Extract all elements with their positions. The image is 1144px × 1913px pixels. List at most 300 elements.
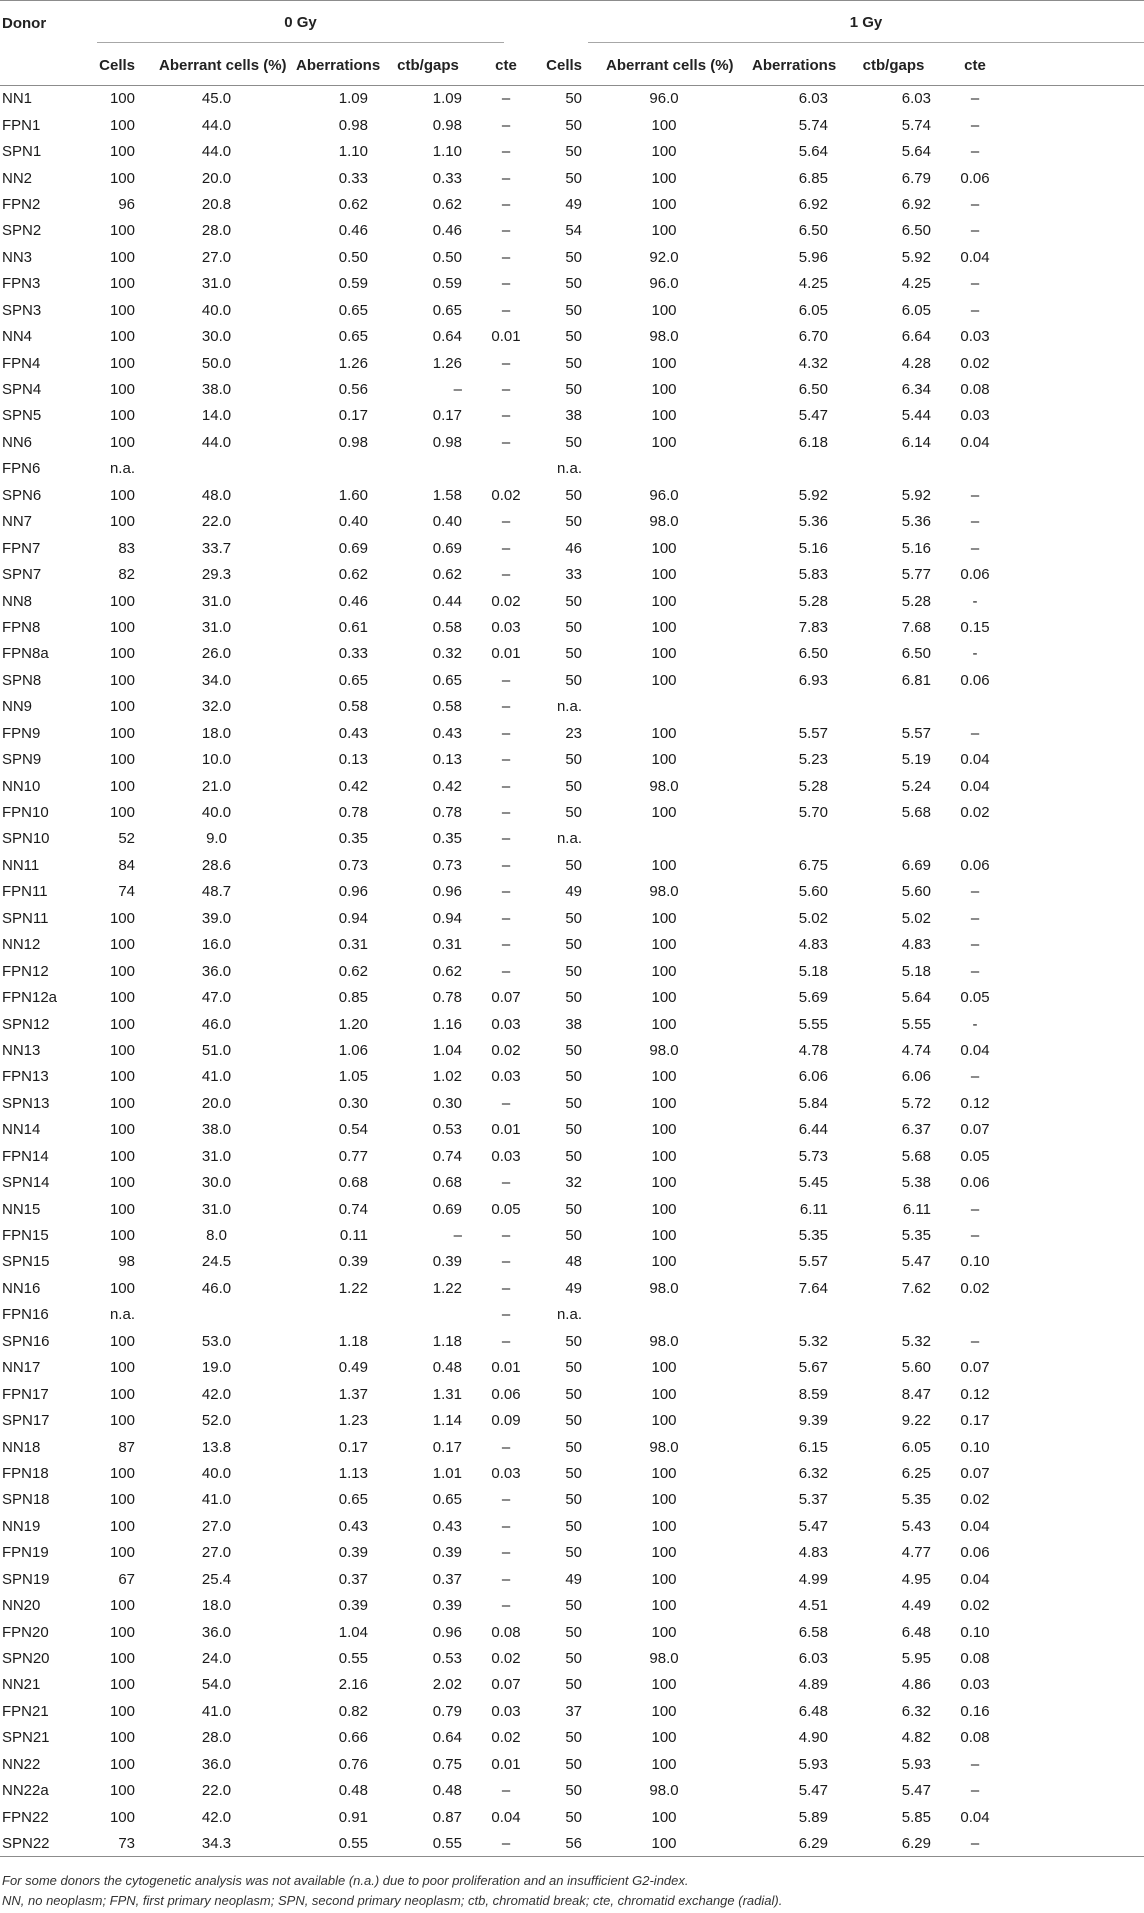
cell-cells-1gy: 50 — [565, 90, 582, 108]
cell-cells-1gy: 49 — [565, 1279, 582, 1297]
cell-cells-1gy: 50 — [565, 354, 582, 372]
cell-cte-0gy: 0.02 — [491, 592, 521, 610]
cell-ctb-0gy: 0.48 — [432, 1359, 462, 1377]
cell-aberrations-1gy: 5.74 — [798, 116, 828, 134]
cell-cells-1gy: 50 — [565, 1412, 582, 1430]
cell-aberrations-0gy: 0.73 — [338, 856, 368, 874]
cell-aberrant-0gy: 42.0 — [201, 1808, 232, 1826]
cell-cells-0gy: 100 — [109, 1015, 135, 1033]
cell-cells-0gy: 73 — [75, 1830, 137, 1856]
cell-aberrations-0gy: 0.17 — [338, 1438, 368, 1456]
cell-aberrations-0gy: 0.54 — [338, 1121, 368, 1139]
cell-aberrant-0gy: 8.0 — [206, 1227, 227, 1245]
table-row — [0, 746, 1144, 772]
cell-cte-1gy: – — [970, 1200, 980, 1218]
table-row — [0, 799, 1144, 825]
cell-aberrant-1gy: 100 — [651, 1174, 677, 1192]
cell-aberrant-1gy: 100 — [651, 1412, 677, 1430]
cell-aberrations-1gy: 6.50 — [798, 222, 828, 240]
cell-cells-1gy: 50 — [565, 1359, 582, 1377]
cell-cells-0gy: 100 — [109, 645, 135, 663]
cell-ctb-0gy: 0.75 — [432, 1755, 462, 1773]
table-row — [0, 614, 1144, 640]
cell-donor: FPN21 — [2, 1702, 49, 1720]
cell-cte-0gy: – — [501, 539, 511, 557]
table-row — [0, 1592, 1144, 1618]
cell-cells-0gy: 52 — [118, 830, 135, 848]
cell-aberrations-0gy: 0.13 — [338, 751, 368, 769]
cell-aberrations-1gy: 6.50 — [798, 645, 828, 663]
cell-donor: NN15 — [2, 1200, 41, 1218]
cell-aberrations-1gy: 5.16 — [798, 539, 828, 557]
cell-cte-0gy: – — [501, 1279, 511, 1297]
cell-cells-1gy: 48 — [565, 1253, 582, 1271]
cell-aberrant-1gy: 98.0 — [649, 1279, 679, 1297]
cell-aberrations-0gy: 1.60 — [338, 486, 368, 504]
cell-cte-1gy — [937, 694, 995, 720]
cell-cte-1gy: 0.04 — [960, 433, 990, 451]
cell-aberrant-0gy: 46.0 — [201, 1279, 232, 1297]
cell-aberrant-1gy: 100 — [651, 1068, 677, 1086]
cell-cells-0gy: 100 — [109, 116, 135, 134]
cell-aberrant-1gy: 96.0 — [649, 275, 679, 293]
cell-aberrant-0gy: 28.0 — [201, 1729, 232, 1747]
col-header-aberrant-0gy: Aberrant cells (%) — [137, 45, 274, 86]
cell-aberrations-0gy: 0.46 — [338, 592, 368, 610]
cell-donor: NN14 — [2, 1121, 41, 1139]
cell-aberrations-0gy: 0.65 — [338, 328, 368, 346]
cell-ctb-1gy: 6.05 — [901, 301, 931, 319]
cell-aberrations-0gy: 1.13 — [338, 1464, 368, 1482]
cell-aberrant-0gy: 28.0 — [201, 222, 232, 240]
cell-aberrant-1gy: 100 — [651, 539, 677, 557]
table-row — [0, 1566, 1144, 1592]
cell-cte-1gy: 0.02 — [960, 354, 990, 372]
cell-aberrations-1gy: 6.03 — [798, 1650, 828, 1668]
cell-cells-1gy: 50 — [565, 1597, 582, 1615]
cell-aberrant-0gy: 32.0 — [201, 698, 232, 716]
cell-ctb-1gy: 6.32 — [901, 1702, 931, 1720]
cell-cells-1gy: 50 — [565, 751, 582, 769]
cell-cells-1gy: 50 — [565, 671, 582, 689]
cell-ctb-1gy: 4.28 — [901, 354, 931, 372]
cell-donor: FPN9 — [2, 724, 41, 742]
cell-ctb-0gy: 0.30 — [432, 1094, 462, 1112]
cell-donor: SPN3 — [2, 301, 42, 319]
cell-ctb-0gy: 0.37 — [432, 1570, 462, 1588]
cell-cells-1gy: 50 — [565, 777, 582, 795]
cell-aberrations-0gy: 0.59 — [338, 275, 368, 293]
cell-aberrations-1gy: 5.45 — [798, 1174, 828, 1192]
cell-aberrant-0gy: 22.0 — [201, 1782, 232, 1800]
cell-aberrations-0gy: 1.09 — [338, 90, 368, 108]
cell-cells-0gy: 100 — [109, 354, 135, 372]
cell-ctb-0gy: 0.62 — [432, 195, 462, 213]
cell-aberrant-1gy — [582, 826, 722, 852]
cell-ctb-1gy: 5.38 — [901, 1174, 931, 1192]
cell-aberrant-1gy: 100 — [651, 1015, 677, 1033]
cell-aberrant-0gy: 20.0 — [201, 1094, 232, 1112]
cell-aberrations-1gy: 5.69 — [798, 989, 828, 1007]
cell-ctb-0gy: 1.09 — [432, 90, 462, 108]
cell-aberrant-1gy: 98.0 — [649, 883, 679, 901]
cell-cte-0gy: – — [501, 909, 511, 927]
cell-ctb-1gy: 5.44 — [901, 407, 931, 425]
cell-ctb-0gy: 0.96 — [432, 883, 462, 901]
cell-ctb-0gy: 0.17 — [432, 1438, 462, 1456]
cell-cells-1gy: 50 — [565, 328, 582, 346]
cell-aberrations-0gy: 0.77 — [338, 1147, 368, 1165]
cell-aberrant-0gy: 19.0 — [201, 1359, 232, 1377]
cell-aberrant-0gy: 28.6 — [201, 856, 232, 874]
cell-cells-0gy: 100 — [109, 486, 135, 504]
cell-cells-0gy: 100 — [109, 1147, 135, 1165]
cell-ctb-1gy: 6.37 — [901, 1121, 931, 1139]
donor-header: Donor — [0, 1, 75, 46]
cell-aberrations-1gy: 5.96 — [798, 248, 828, 266]
cell-cte-0gy: 0.03 — [491, 1702, 521, 1720]
cell-aberrations-1gy: 8.59 — [798, 1385, 828, 1403]
table-row — [0, 1751, 1144, 1777]
cell-cte-1gy: 0.10 — [960, 1438, 990, 1456]
cell-cte-0gy: – — [501, 381, 511, 399]
cell-cte-0gy — [468, 456, 524, 482]
cell-aberrations-1gy: 4.51 — [798, 1597, 828, 1615]
cell-cells-1gy: 46 — [565, 539, 582, 557]
cell-donor: SPN8 — [2, 671, 42, 689]
cell-aberrant-0gy: 54.0 — [201, 1676, 232, 1694]
cell-aberrations-1gy: 5.57 — [798, 724, 828, 742]
cell-cte-1gy: 0.04 — [960, 777, 990, 795]
cell-aberrations-0gy: 0.42 — [338, 777, 368, 795]
cell-aberrant-1gy: 100 — [651, 724, 677, 742]
cell-cells-1gy: 32 — [565, 1174, 582, 1192]
cell-aberrations-1gy: 4.90 — [798, 1729, 828, 1747]
cell-aberrations-1gy: 5.67 — [798, 1359, 828, 1377]
cell-cells-0gy: 100 — [109, 222, 135, 240]
cell-aberrant-0gy: 48.7 — [201, 883, 232, 901]
cell-donor: NN7 — [2, 513, 33, 531]
cell-ctb-0gy: 0.44 — [432, 592, 462, 610]
cell-cte-0gy: 0.03 — [491, 1015, 521, 1033]
cell-aberrant-0gy — [137, 1302, 274, 1328]
cell-cells-1gy: 50 — [565, 275, 582, 293]
cell-cells-0gy: 100 — [109, 1702, 135, 1720]
cell-ctb-0gy: 0.69 — [432, 1200, 462, 1218]
group-label-0gy: 0 Gy — [284, 14, 317, 31]
cell-ctb-1gy: 5.47 — [901, 1782, 931, 1800]
cell-donor: NN13 — [2, 1041, 41, 1059]
cell-aberrant-0gy: 10.0 — [201, 751, 232, 769]
cell-cte-1gy: 0.12 — [960, 1385, 990, 1403]
cell-cells-0gy: 100 — [109, 1729, 135, 1747]
cell-donor: SPN10 — [2, 830, 50, 848]
cell-ctb-1gy: 5.16 — [901, 539, 931, 557]
cell-ctb-0gy: 1.18 — [432, 1332, 462, 1350]
cell-aberrant-1gy: 100 — [651, 671, 677, 689]
cell-cte-1gy: – — [970, 301, 980, 319]
cell-cte-1gy: – — [970, 116, 980, 134]
col-header-ctb-1gy: ctb/gaps — [834, 45, 937, 86]
cell-aberrations-1gy: 5.28 — [798, 777, 828, 795]
table-row — [0, 1117, 1144, 1143]
cell-aberrations-1gy: 4.25 — [798, 275, 828, 293]
cell-aberrations-1gy: 7.64 — [798, 1279, 828, 1297]
cell-aberrations-1gy — [722, 826, 834, 852]
table-row — [0, 1222, 1144, 1248]
table-row — [0, 1169, 1144, 1195]
cell-cells-0gy: 96 — [118, 195, 135, 213]
table-row — [0, 1011, 1144, 1037]
table-row — [0, 852, 1144, 878]
cell-aberrations-0gy: 0.65 — [338, 671, 368, 689]
cell-ctb-0gy: 0.43 — [432, 1517, 462, 1535]
cell-donor: FPN12 — [2, 962, 49, 980]
footnote-abbreviations: NN, no neoplasm; FPN, first primary neoplasm; SPN, second primary neoplasm; ctb, chromatid break; cte, chromatid exchange (radial). — [2, 1893, 783, 1908]
cell-aberrations-1gy: 5.73 — [798, 1147, 828, 1165]
cell-cells-0gy: 100 — [109, 1491, 135, 1509]
col-header-aberrant-1gy: Aberrant cells (%) — [582, 45, 722, 86]
table-row — [0, 1355, 1144, 1381]
cell-aberrations-0gy: 0.50 — [338, 248, 368, 266]
cell-cells-1gy: 50 — [565, 1623, 582, 1641]
cell-aberrations-1gy: 6.75 — [798, 856, 828, 874]
cell-cte-1gy: 0.04 — [960, 751, 990, 769]
cell-aberrations-1gy: 5.28 — [798, 592, 828, 610]
cell-ctb-0gy: 0.62 — [432, 962, 462, 980]
table-row — [0, 1487, 1144, 1513]
cell-donor: SPN22 — [0, 1830, 75, 1856]
cell-cells-0gy: 74 — [118, 883, 135, 901]
table-row — [0, 1830, 1144, 1856]
cell-donor: FPN22 — [2, 1808, 49, 1826]
cell-cte-0gy: – — [501, 566, 511, 584]
col-header-ctb-0gy: ctb/gaps — [374, 45, 468, 86]
cell-cte-1gy: 0.16 — [960, 1702, 990, 1720]
cell-cells-0gy: 100 — [109, 1121, 135, 1139]
cell-ctb-1gy: 6.79 — [901, 169, 931, 187]
cell-cells-0gy: 87 — [118, 1438, 135, 1456]
cell-cte-0gy: 0.08 — [491, 1623, 521, 1641]
cell-cells-0gy: 100 — [109, 1808, 135, 1826]
cell-cte-1gy: 0.05 — [960, 989, 990, 1007]
cell-cells-0gy: 100 — [109, 962, 135, 980]
cell-cte-1gy: 0.04 — [960, 1808, 990, 1826]
cell-cells-1gy: 49 — [565, 1570, 582, 1588]
cell-cells-0gy: 100 — [109, 328, 135, 346]
table-row — [0, 1037, 1144, 1063]
cell-cte-1gy: – — [970, 513, 980, 531]
cell-aberrant-0gy: 42.0 — [201, 1385, 232, 1403]
cell-aberrations-0gy: 0.49 — [338, 1359, 368, 1377]
cell-aberrant-0gy: 13.8 — [201, 1438, 232, 1456]
cell-cells-1gy: n.a. — [556, 830, 582, 848]
cell-cte-1gy: 0.10 — [960, 1253, 990, 1271]
cell-ctb-0gy: 0.50 — [432, 248, 462, 266]
cell-cte-1gy: – — [970, 1755, 980, 1773]
cell-cells-0gy: 100 — [109, 143, 135, 161]
cell-ctb-1gy: 5.77 — [901, 566, 931, 584]
cell-cells-1gy: 50 — [565, 592, 582, 610]
cell-aberrations-0gy: 0.62 — [338, 566, 368, 584]
cell-aberrations-1gy: 6.15 — [798, 1438, 828, 1456]
cell-cte-0gy: – — [501, 1570, 511, 1588]
cell-ctb-1gy: 5.92 — [901, 486, 931, 504]
cell-cte-1gy: 0.04 — [960, 1570, 990, 1588]
cell-ctb-1gy: 5.19 — [901, 751, 931, 769]
cell-aberrant-1gy: 100 — [651, 1570, 677, 1588]
table-row — [0, 1513, 1144, 1539]
table-row — [0, 244, 1144, 270]
cell-cells-0gy: 100 — [109, 1041, 135, 1059]
cell-ctb-1gy: 6.81 — [901, 671, 931, 689]
cell-aberrations-0gy: 0.62 — [338, 195, 368, 213]
cell-cells-0gy: 100 — [109, 1200, 135, 1218]
table-row — [0, 297, 1144, 323]
cell-ctb-0gy: 1.04 — [432, 1041, 462, 1059]
cell-donor: NN11 — [2, 856, 40, 874]
cell-aberrations-0gy: 1.20 — [338, 1015, 368, 1033]
cell-aberrant-1gy: 100 — [651, 618, 677, 636]
cell-cells-1gy: 50 — [565, 1147, 582, 1165]
cell-cells-1gy: 50 — [565, 513, 582, 531]
cell-cte-0gy: 0.07 — [491, 989, 521, 1007]
cell-ctb-1gy: 5.74 — [901, 116, 931, 134]
cell-cte-0gy: 0.01 — [491, 1755, 521, 1773]
cell-aberrations-1gy: 5.70 — [798, 804, 828, 822]
cell-cells-1gy: 56 — [524, 1830, 582, 1856]
cell-ctb-0gy: 0.48 — [432, 1782, 462, 1800]
cell-aberrant-0gy: 36.0 — [201, 962, 232, 980]
cell-donor: SPN14 — [2, 1174, 50, 1192]
group-header-0gy — [75, 1, 524, 46]
cell-ctb-0gy: 0.64 — [432, 328, 462, 346]
cell-ctb-1gy: 5.95 — [901, 1650, 931, 1668]
cell-cells-1gy: 50 — [565, 1808, 582, 1826]
cell-cells-0gy: 100 — [109, 248, 135, 266]
cell-cte-0gy: – — [501, 195, 511, 213]
cell-cte-1gy: – — [970, 486, 980, 504]
cell-aberrations-0gy: 0.98 — [338, 116, 368, 134]
cell-ctb-1gy: 6.50 — [901, 222, 931, 240]
table-row — [0, 1249, 1144, 1275]
cell-aberrant-0gy: 30.0 — [201, 328, 232, 346]
cell-ctb-0gy: 0.55 — [374, 1830, 468, 1856]
cell-ctb-0gy: 0.64 — [432, 1729, 462, 1747]
cell-aberrations-1gy: 6.06 — [798, 1068, 828, 1086]
cell-cte-1gy: - — [972, 645, 978, 663]
cell-ctb-1gy: 6.34 — [901, 381, 931, 399]
cell-cte-0gy: 0.03 — [491, 1068, 521, 1086]
cell-donor: NN9 — [2, 698, 33, 716]
cell-donor: SPN15 — [2, 1253, 50, 1271]
cell-ctb-0gy: 0.94 — [432, 909, 462, 927]
cell-ctb-0gy: 0.65 — [432, 671, 462, 689]
cell-aberrations-1gy: 6.92 — [798, 195, 828, 213]
cell-donor: SPN5 — [2, 407, 42, 425]
table-row — [0, 720, 1144, 746]
cell-aberrations-1gy — [722, 694, 834, 720]
table-row — [0, 323, 1144, 349]
cell-donor: NN20 — [2, 1597, 41, 1615]
cell-cte-0gy: – — [501, 407, 511, 425]
cell-donor: FPN8a — [2, 645, 49, 663]
cell-cte-0gy: – — [501, 804, 511, 822]
cell-cells-0gy: 100 — [109, 1227, 135, 1245]
cell-aberrations-1gy — [722, 456, 834, 482]
cell-ctb-1gy: 6.14 — [901, 433, 931, 451]
cell-ctb-1gy — [834, 1302, 937, 1328]
cell-donor: NN1 — [2, 90, 33, 108]
cell-aberrations-1gy: 5.89 — [798, 1808, 828, 1826]
cell-donor: FPN10 — [2, 804, 49, 822]
cell-cells-0gy: 100 — [109, 1676, 135, 1694]
cell-cte-0gy: – — [501, 777, 511, 795]
cell-cells-1gy: 50 — [565, 1094, 582, 1112]
cell-aberrant-1gy: 100 — [651, 566, 677, 584]
cell-cte-0gy: 0.01 — [491, 645, 521, 663]
cell-cte-0gy: – — [501, 1782, 511, 1800]
cell-ctb-0gy: 0.98 — [432, 433, 462, 451]
table-row — [0, 482, 1144, 508]
cell-cte-1gy: – — [970, 724, 980, 742]
cell-ctb-0gy: 1.10 — [432, 143, 462, 161]
cell-cte-0gy: 0.05 — [491, 1200, 521, 1218]
cell-aberrations-1gy: 6.44 — [798, 1121, 828, 1139]
cell-aberrations-1gy: 6.85 — [798, 169, 828, 187]
cell-aberrant-0gy: 18.0 — [201, 1597, 232, 1615]
cell-cte-1gy: 0.08 — [960, 1729, 990, 1747]
table-row — [0, 403, 1144, 429]
cell-cte-0gy: 0.02 — [491, 1041, 521, 1059]
cell-cte-1gy: 0.04 — [960, 248, 990, 266]
cell-ctb-1gy: 5.36 — [901, 513, 931, 531]
cell-cells-1gy: 38 — [565, 407, 582, 425]
cell-cells-1gy: 50 — [565, 804, 582, 822]
cell-cte-1gy: 0.06 — [960, 856, 990, 874]
cell-ctb-1gy: 5.60 — [901, 883, 931, 901]
table-row — [0, 958, 1144, 984]
cell-donor: FPN13 — [2, 1068, 49, 1086]
cell-cells-0gy: 100 — [109, 777, 135, 795]
cell-cells-1gy: 50 — [565, 1332, 582, 1350]
cell-aberrant-0gy: 31.0 — [201, 1200, 232, 1218]
cell-aberrations-0gy: 0.30 — [338, 1094, 368, 1112]
cell-donor: SPN21 — [2, 1729, 50, 1747]
cell-cells-1gy: n.a. — [556, 1306, 582, 1324]
table-row — [0, 218, 1144, 244]
cell-aberrant-0gy: 41.0 — [201, 1068, 232, 1086]
cell-aberrations-0gy: 0.31 — [338, 936, 368, 954]
cell-ctb-0gy: 1.02 — [432, 1068, 462, 1086]
table-row — [0, 165, 1144, 191]
cell-ctb-1gy: 8.47 — [901, 1385, 931, 1403]
cell-aberrant-1gy: 100 — [651, 1729, 677, 1747]
cell-cte-0gy: 0.02 — [491, 1650, 521, 1668]
cell-cells-0gy: 100 — [109, 989, 135, 1007]
cell-aberrant-1gy: 100 — [651, 1121, 677, 1139]
cell-aberrations-0gy: 0.65 — [338, 1491, 368, 1509]
cell-ctb-1gy — [834, 456, 937, 482]
cell-aberrations-0gy: 1.23 — [338, 1412, 368, 1430]
cell-cells-0gy: 100 — [109, 909, 135, 927]
cell-aberrations-0gy: 0.68 — [338, 1174, 368, 1192]
cell-donor: FPN4 — [2, 354, 41, 372]
cell-aberrant-0gy: 22.0 — [201, 513, 232, 531]
cell-cte-1gy: – — [970, 195, 980, 213]
cell-aberrant-1gy: 100 — [651, 301, 677, 319]
cell-cte-1gy — [937, 1302, 995, 1328]
